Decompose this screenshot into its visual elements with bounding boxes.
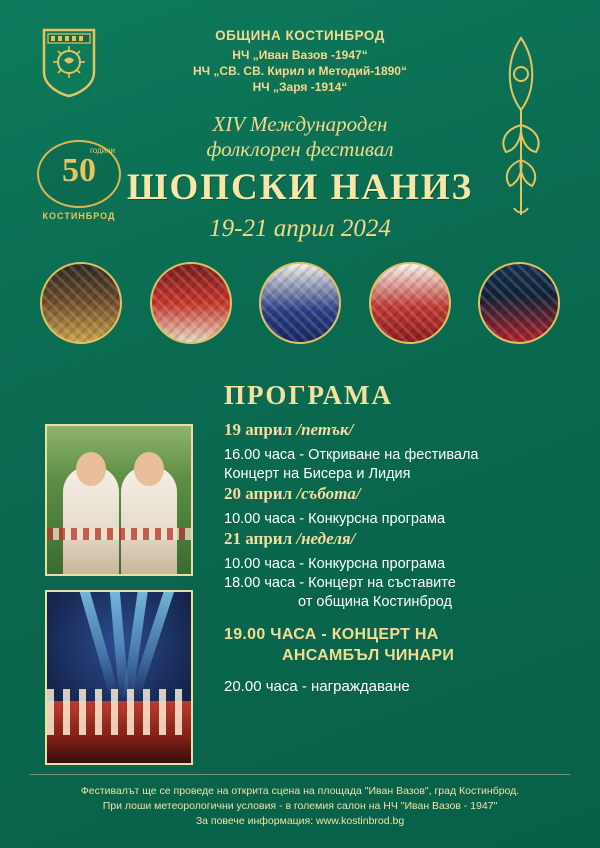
- schedule-day-3: [224, 529, 564, 695]
- festival-title: ШОПСКИ НАНИЗ: [126, 167, 474, 208]
- schedule-day-2: [224, 484, 564, 529]
- festival-subtitle-line1: XIV Международен: [212, 112, 388, 136]
- day-1-event-2: Концерт на Бисера и Лидия: [224, 466, 411, 482]
- poster-header: [0, 0, 600, 250]
- costume-detail-1: [40, 262, 122, 344]
- day-2-header: [224, 484, 564, 504]
- day-3-header: [224, 529, 564, 549]
- footer-line-3: За повече информация: www.kostinbrod.bg: [195, 815, 405, 827]
- program-heading: ПРОГРАМА: [224, 380, 394, 410]
- day-3-event-1: 10.00 часа - Конкурсна програма: [224, 556, 446, 572]
- anniversary-town: КОСТИНБРОД: [42, 211, 116, 221]
- footer-line-1: Фестивалът ще се проведе на открита сцена на площада "Иван Вазов", град Костинброд.: [80, 785, 520, 797]
- festival-subtitle-line2: фолклорен фестивал: [206, 137, 394, 161]
- day-3-highlight: [224, 624, 564, 666]
- day-2-weekday: /събота/: [296, 484, 361, 503]
- costume-detail-5: [478, 262, 560, 344]
- costume-detail-4: [369, 262, 451, 344]
- highlight-line-1: 19.00 ЧАСА - КОНЦЕРТ НА: [224, 626, 439, 643]
- organizer-municipality: ОБЩИНА КОСТИНБРОД: [215, 28, 385, 43]
- anniversary-number: 50: [62, 152, 96, 189]
- day-2-event-1: 10.00 часа - Конкурсна програма: [224, 511, 446, 527]
- day-1-event-1: 16.00 часа - Откриване на фестивала: [224, 447, 479, 463]
- day-3-weekday: /неделя/: [296, 529, 356, 548]
- floral-ornament-icon: [476, 30, 566, 230]
- costume-detail-2: [150, 262, 232, 344]
- day-2-date: 20 април: [224, 484, 293, 503]
- day-3-date: 21 април: [224, 529, 293, 548]
- anniversary-years-label: години: [89, 146, 115, 155]
- day-3-event-2: 18.00 часа - Концерт на съставите: [224, 575, 456, 591]
- organizer-line-2: НЧ „СВ. СВ. Кирил и Методий-1890“: [193, 64, 407, 78]
- photo-ensemble: [45, 590, 193, 765]
- poster-footer: [0, 784, 600, 829]
- footer-divider: [30, 774, 570, 775]
- schedule-day-1: [224, 420, 564, 484]
- costume-detail-3: [259, 262, 341, 344]
- day-1-weekday: /петък/: [296, 420, 354, 439]
- day-3-final-event: 20.00 часа - награждаване: [224, 678, 410, 695]
- program-schedule: [224, 420, 564, 695]
- day-1-header: [224, 420, 564, 440]
- footer-line-2: При лоши метеорологични условия - в големия салон на НЧ "Иван Вазов - 1947": [102, 800, 498, 812]
- organizer-line-1: НЧ „Иван Вазов -1947“: [232, 48, 368, 62]
- highlight-line-2: АНСАМБЪЛ ЧИНАРИ: [282, 647, 455, 664]
- day-1-date: 19 април: [224, 420, 293, 439]
- organizer-line-3: НЧ „Заря -1914“: [252, 80, 348, 94]
- costume-photo-strip: [40, 262, 560, 340]
- program-photos: [45, 424, 193, 765]
- festival-dates: 19-21 април 2024: [209, 215, 391, 242]
- photo-singers: [45, 424, 193, 576]
- day-3-event-3: от община Костинброд: [298, 594, 452, 610]
